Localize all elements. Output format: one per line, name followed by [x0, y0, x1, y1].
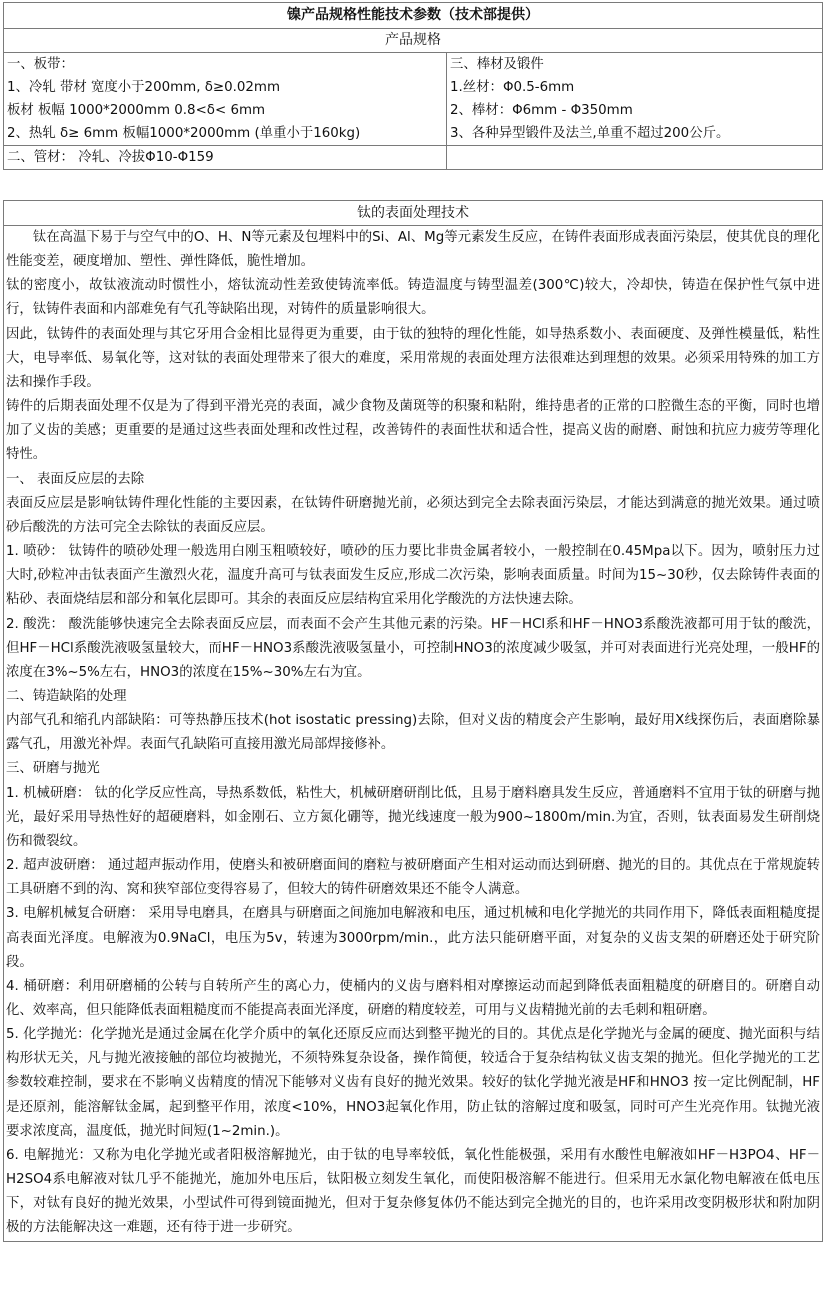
paragraph: 6. 电解抛光：又称为电化学抛光或者阳极溶解抛光，由于钛的电导率较低，氧化性能极强，采用有水酸性电解液如HF－H3PO4、HF－H2SO4系电解液对钛几乎不能抛光，施加外电压后，钛阳极立刻发生氧化，而使阳极溶解不能进行。但采用无水氯化物电解液在低电压下，对钛有良好的抛光效果，小型试件可得到镜面抛光，但对于复杂修复体仍不能达到完全抛光的目的，也许采用改变阴极形状和附加阴极的方法能解决这一难题，还有待于进一步研究。: [6, 1147, 820, 1236]
tube-cell: [4, 146, 447, 170]
paragraph: 2. 超声波研磨： 通过超声振动作用，使磨头和被研磨面间的磨粒与被研磨面产生相对运动而达到研磨、抛光的目的。其优点在于常规旋转工具研磨不到的沟、窝和狭窄部位变得容易了，但较大的铸件研磨效果还不能令人满意。: [6, 858, 820, 898]
spec-line: 板材 板幅 1000*2000mm 0.8<δ< 6mm: [7, 103, 266, 118]
paragraph: 内部气孔和缩孔内部缺陷：可等热静压技术(hot isostatic pressing)去除，但对义齿的精度会产生影响，最好用X线探伤后，表面磨除暴露气孔，用激光补焊。表面气孔缺陷可直接用激光局部焊接修补。: [6, 713, 820, 753]
paragraph: 4. 桶研磨：利用研磨桶的公转与自转所产生的离心力，使桶内的义齿与磨料相对摩擦运动而起到降低表面粗糙度的研磨目的。研磨自动化、效率高，但只能降低表面粗糙度而不能提高表面光泽度，研磨的精度较差，可用与义齿精抛光前的去毛刺和粗研磨。: [6, 978, 820, 1018]
strip-plate-cell: [4, 53, 447, 146]
spec-line: 3、各种异型锻件及法兰,单重不超过200公斤。: [450, 126, 730, 141]
paragraph: 钛的密度小，故钛液流动时惯性小，熔钛流动性差致使铸流率低。铸造温度与铸型温差(300℃)较大，冷却快，铸造在保护性气氛中进行，钛铸件表面和内部难免有气孔等缺陷出现，对铸件的质量影响很大。: [6, 278, 820, 318]
spec-line: 三、棒材及锻件: [450, 57, 544, 72]
paragraph: 1. 机械研磨： 钛的化学反应性高，导热系数低，粘性大，机械研磨研削比低，且易于磨料磨具发生反应，普通磨料不宜用于钛的研磨与抛光，最好采用导热性好的超硬磨料，如金刚石、立方氮化硼等，抛光线速度一般为900~1800m/min.为宜，否则，钛表面易发生研削烧伤和微裂纹。: [6, 785, 820, 849]
paragraph: 钛在高温下易于与空气中的O、H、N等元素及包埋料中的Si、Al、Mg等元素发生反应，在铸件表面形成表面污染层，使其优良的理化性能变差，硬度增加、塑性、弹性降低，脆性增加。: [6, 230, 820, 270]
spec-line: 1.丝材：Φ0.5-6mm: [450, 80, 575, 95]
paragraph: 因此，钛铸件的表面处理与其它牙用合金相比显得更为重要，由于钛的独特的理化性能，如导热系数小、表面硬度、及弹性模量低，粘性大，电导率低、易氧化等，这对钛的表面处理带来了很大的难度，采用常规的表面处理方法很难达到理想的效果。必须采用特殊的加工方法和操作手段。: [6, 326, 820, 390]
paragraph: 3. 电解机械复合研磨： 采用导电磨具，在磨具与研磨面之间施加电解液和电压，通过机械和电化学抛光的共同作用下，降低表面粗糙度提高表面光泽度。电解液为0.9NaCl，电压为5v，转速为3000rpm/min.，此方法只能研磨平面，对复杂的义齿支架的研磨还处于研究阶段。: [6, 906, 820, 970]
paragraph: 2. 酸洗： 酸洗能够快速完全去除表面反应层，而表面不会产生其他元素的污染。HF－HCl系和HF－HNO3系酸洗液都可用于钛的酸洗，但HF－HCl系酸洗液吸氢量较大，而HF－HNO3系酸洗液吸氢量小，可控制HNO3的浓度减少吸氢，并可对表面进行光亮处理，一般HF的浓度在3%~5%左右，HNO3的浓度在15%~30%左右为宜。: [6, 616, 820, 680]
spec-line: 一、板带：: [7, 57, 74, 72]
paragraph: 表面反应层是影响钛铸件理化性能的主要因素，在钛铸件研磨抛光前，必须达到完全去除表面污染层，才能达到满意的抛光效果。通过喷砂后酸洗的方法可完全去除钛的表面反应层。: [6, 495, 820, 535]
empty-cell: [447, 146, 823, 170]
section-heading: 三、研磨与抛光: [6, 761, 100, 777]
spec-table-title: 镍产品规格性能技术参数（技术部提供）: [4, 3, 823, 29]
surface-table-title: 钛的表面处理技术: [4, 201, 823, 226]
section-heading: 二、铸造缺陷的处理: [6, 688, 127, 704]
spec-line: 2、棒材：Φ6mm - Φ350mm: [450, 103, 633, 118]
surface-table-body: [4, 226, 823, 1242]
spec-table-subtitle: 产品规格: [4, 29, 823, 53]
spec-line: 2、热轧 δ≥ 6mm 板幅1000*2000mm (单重小于160kg): [7, 126, 361, 141]
spec-line: 二、管材： 冷轧、冷拔Φ10-Φ159: [7, 150, 214, 165]
surface-treatment-table: [3, 200, 823, 1242]
product-spec-table: [3, 2, 823, 170]
paragraph: 1. 喷砂： 钛铸件的喷砂处理一般选用白刚玉粗喷较好，喷砂的压力要比非贵金属者较小，一般控制在0.45Mpa以下。因为，喷射压力过大时,砂粒冲击钛表面产生激烈火花，温度升高可与钛表面发生反应,形成二次污染，影响表面质量。时间为15~30秒，仅去除铸件表面的粘砂、表面烧结层和部分和氧化层即可。其余的表面反应层结构宜采用化学酸洗的方法快速去除。: [6, 544, 820, 608]
spec-line: 1、冷轧 带材 宽度小于200mm, δ≥0.02mm: [7, 80, 281, 95]
section-heading: 一、 表面反应层的去除: [6, 471, 145, 487]
paragraph: 5. 化学抛光：化学抛光是通过金属在化学介质中的氧化还原反应而达到整平抛光的目的。其优点是化学抛光与金属的硬度、抛光面积与结构形状无关，凡与抛光液接触的部位均被抛光，不须特殊复杂设备，操作简便，较适合于复杂结构钛义齿支架的抛光。但化学抛光的工艺参数较难控制，要求在不影响义齿精度的情况下能够对义齿有良好的抛光效果。较好的钛化学抛光液是HF和HNO3 按一定比例配制，HF是还原剂，能溶解钛金属，起到整平作用，浓度<10%，HNO3起氧化作用，防止钛的溶解过度和吸氢，同时可产生光亮作用。钛抛光液要求浓度高，温度低，抛光时间短(1~2min.)。: [6, 1027, 820, 1139]
paragraph: 铸件的后期表面处理不仅是为了得到平滑光亮的表面，减少食物及菌斑等的积聚和粘附，维持患者的正常的口腔微生态的平衡，同时也增加了义齿的美感；更重要的是通过这些表面处理和改性过程，改善铸件的表面性状和适合性，提高义齿的耐磨、耐蚀和抗应力疲劳等理化特性。: [6, 399, 820, 463]
bar-forging-cell: [447, 53, 823, 146]
